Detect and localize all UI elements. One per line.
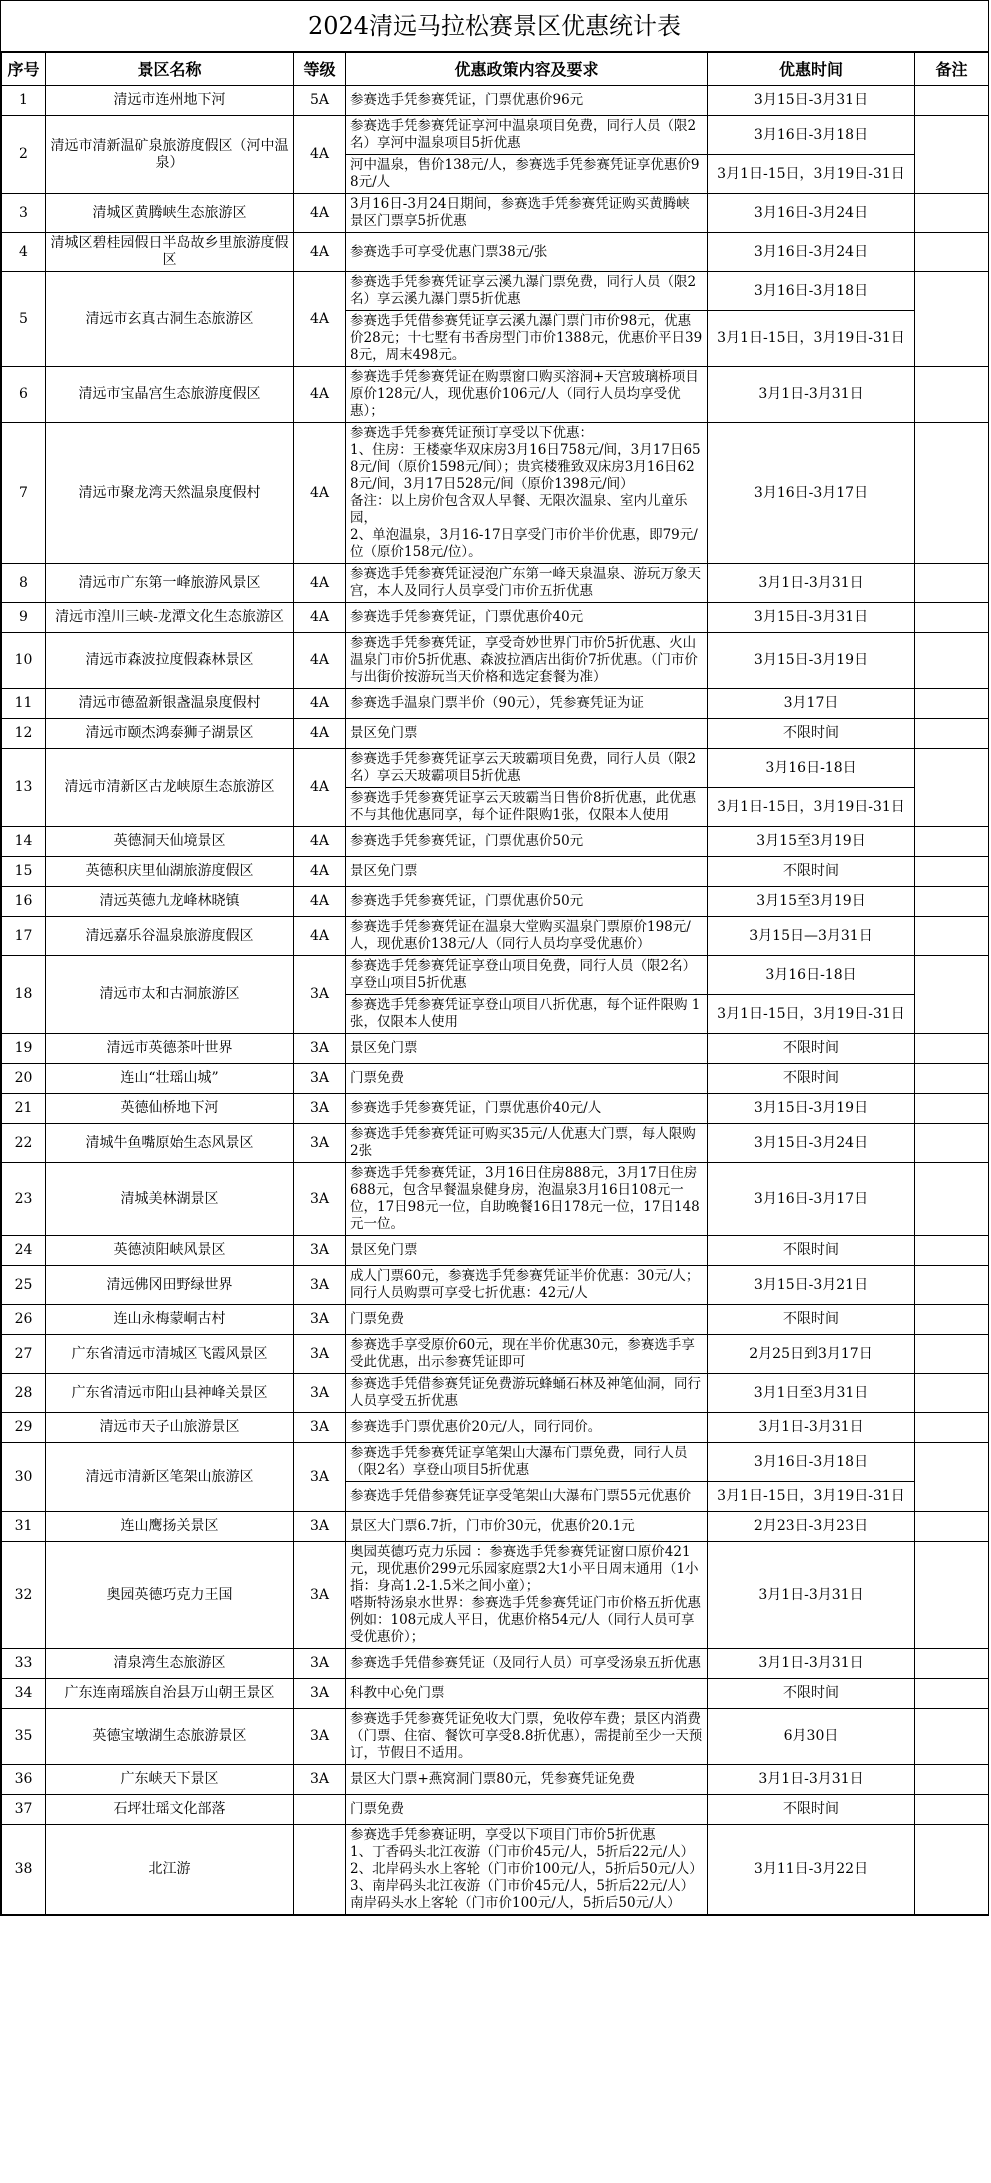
remark-cell [915,1443,989,1512]
scenic-level: 3A [294,1034,346,1064]
scenic-level: 4A [294,272,346,367]
remark-cell [915,423,989,564]
scenic-area-name: 连山永梅蒙峒古村 [46,1305,294,1335]
scenic-level: 4A [294,917,346,956]
table-body [2,86,989,1915]
policy-text: 参赛选手享受原价60元，现在半价优惠30元，参赛选手享受此优惠，出示参赛凭证即可 [346,1335,708,1374]
row-number: 9 [2,603,46,633]
discount-time: 3月1日-15日，3月19日-31日 [708,995,915,1034]
scenic-area-name: 英德宝墩湖生态旅游景区 [46,1709,294,1765]
header-row [2,53,989,86]
row-number: 22 [2,1124,46,1163]
remark-cell [915,1795,989,1825]
remark-cell [915,1266,989,1305]
scenic-area-name: 连山鹰扬关景区 [46,1512,294,1542]
scenic-area-name: 清远市森波拉度假森林景区 [46,633,294,689]
remark-cell [915,1765,989,1795]
row-number: 2 [2,116,46,194]
row-number: 6 [2,367,46,423]
discount-time: 3月1日-15日，3月19日-31日 [708,788,915,827]
discount-time: 3月16日-3月18日 [708,116,915,155]
discount-time: 不限时间 [708,857,915,887]
policy-text: 参赛选手凭参赛凭证享登山项目八折优惠，每个证件限购 1张，仅限本人使用 [346,995,708,1034]
discount-time: 3月11日-3月22日 [708,1825,915,1915]
table-row [2,1443,989,1482]
scenic-level: 4A [294,633,346,689]
row-number: 31 [2,1512,46,1542]
table-row [2,564,989,603]
scenic-level: 4A [294,564,346,603]
row-number: 25 [2,1266,46,1305]
policy-text: 河中温泉，售价138元/人，参赛选手凭参赛凭证享优惠价98元/人 [346,155,708,194]
scenic-level: 3A [294,956,346,1034]
discount-time: 3月1日-15日，3月19日-31日 [708,155,915,194]
scenic-area-name: 北江游 [46,1825,294,1915]
policy-text: 门票免费 [346,1305,708,1335]
header-no: 序号 [2,53,46,86]
remark-cell [915,1335,989,1374]
header-policy: 优惠政策内容及要求 [346,53,708,86]
row-number: 16 [2,887,46,917]
policy-text: 参赛选手凭参赛凭证在温泉大堂购买温泉门票原价198元/人，现优惠价138元/人（同行人员均享受优惠价） [346,917,708,956]
discount-time: 不限时间 [708,719,915,749]
table-row [2,233,989,272]
policy-text: 参赛选手凭参赛凭证享云天玻霸当日售价8折优惠，此优惠不与其他优惠同享，每个证件限购1张，仅限本人使用 [346,788,708,827]
discount-time: 不限时间 [708,1236,915,1266]
discount-time: 不限时间 [708,1679,915,1709]
remark-cell [915,1163,989,1236]
remark-cell [915,719,989,749]
scenic-area-name: 清远市清新区古龙峡原生态旅游区 [46,749,294,827]
table-row [2,1163,989,1236]
remark-cell [915,1825,989,1915]
scenic-level: 3A [294,1064,346,1094]
scenic-level: 4A [294,749,346,827]
discount-time: 3月1日-15日，3月19日-31日 [708,311,915,367]
discount-time: 3月1日-3月31日 [708,564,915,603]
scenic-area-name: 清远市太和古洞旅游区 [46,956,294,1034]
discount-time: 3月15日-3月21日 [708,1266,915,1305]
discount-time: 3月1日-3月31日 [708,367,915,423]
scenic-level: 5A [294,86,346,116]
policy-text: 景区免门票 [346,1236,708,1266]
discount-time: 3月15日-3月19日 [708,1094,915,1124]
scenic-level: 3A [294,1374,346,1413]
row-number: 27 [2,1335,46,1374]
row-number: 17 [2,917,46,956]
scenic-area-name: 奥园英德巧克力王国 [46,1542,294,1649]
table-row [2,1679,989,1709]
scenic-area-name: 清泉湾生态旅游区 [46,1649,294,1679]
row-number: 29 [2,1413,46,1443]
table-row [2,1374,989,1413]
scenic-area-name: 清城区黄腾峡生态旅游区 [46,194,294,233]
policy-text: 参赛选手凭参赛凭证在购票窗口购买溶洞+天宫玻璃桥项目原价128元/人，现优惠价106元/人（同行人员均享受优惠）； [346,367,708,423]
page-title: 2024清远马拉松赛景区优惠统计表 [1,1,988,52]
policy-text: 景区大门票+燕窝洞门票80元，凭参赛凭证免费 [346,1765,708,1795]
row-number: 36 [2,1765,46,1795]
policy-text: 参赛选手凭参赛凭证享登山项目免费，同行人员（限2名）享登山项目5折优惠 [346,956,708,995]
table-row [2,1649,989,1679]
row-number: 28 [2,1374,46,1413]
table-row [2,1266,989,1305]
discount-time: 3月15至3月19日 [708,887,915,917]
discount-time: 3月15至3月19日 [708,827,915,857]
row-number: 33 [2,1649,46,1679]
discount-time: 6月30日 [708,1709,915,1765]
scenic-area-name: 英德仙桥地下河 [46,1094,294,1124]
scenic-level: 4A [294,857,346,887]
scenic-level: 3A [294,1266,346,1305]
table-row [2,1795,989,1825]
row-number: 15 [2,857,46,887]
policy-text: 参赛选手凭参赛凭证，门票优惠价50元 [346,887,708,917]
scenic-area-name: 连山“壮瑶山城” [46,1064,294,1094]
table-row [2,1305,989,1335]
policy-text: 参赛选手凭借参赛凭证（及同行人员）可享受汤泉五折优惠 [346,1649,708,1679]
policy-text: 参赛选手可享受优惠门票38元/张 [346,233,708,272]
scenic-level: 3A [294,1679,346,1709]
discount-time: 3月15日—3月31日 [708,917,915,956]
policy-text: 景区免门票 [346,719,708,749]
scenic-area-name: 清远佛冈田野绿世界 [46,1266,294,1305]
remark-cell [915,1124,989,1163]
policy-text: 参赛选手凭参赛凭证，享受奇妙世界门市价5折优惠、火山温泉门市价5折优惠、森波拉酒店出街价7折优惠。（门市价与出街价按游玩当天价格和选定套餐为准） [346,633,708,689]
discount-time: 3月17日 [708,689,915,719]
discount-time: 3月1日-3月31日 [708,1542,915,1649]
row-number: 10 [2,633,46,689]
remark-cell [915,233,989,272]
remark-cell [915,272,989,367]
table-row [2,603,989,633]
header-name: 景区名称 [46,53,294,86]
scenic-level: 3A [294,1443,346,1512]
policy-text: 参赛选手凭参赛凭证可购买35元/人优惠大门票，每人限购2张 [346,1124,708,1163]
row-number: 11 [2,689,46,719]
scenic-area-name: 清远市广东第一峰旅游风景区 [46,564,294,603]
remark-cell [915,633,989,689]
remark-cell [915,857,989,887]
table-row [2,956,989,995]
table-row [2,1512,989,1542]
scenic-area-name: 清远市湟川三峡-龙潭文化生态旅游区 [46,603,294,633]
table-row [2,1825,989,1915]
remark-cell [915,1034,989,1064]
scenic-level [294,1795,346,1825]
remark-cell [915,1094,989,1124]
row-number: 8 [2,564,46,603]
scenic-area-name: 清远市德盈新银盏温泉度假村 [46,689,294,719]
policy-text: 参赛选手凭参赛凭证享云天玻霸项目免费，同行人员（限2名）享云天玻霸项目5折优惠 [346,749,708,788]
remark-cell [915,1374,989,1413]
row-number: 5 [2,272,46,367]
discount-time: 不限时间 [708,1064,915,1094]
remark-cell [915,367,989,423]
scenic-area-name: 英德洞天仙境景区 [46,827,294,857]
policy-text: 科教中心免门票 [346,1679,708,1709]
row-number: 26 [2,1305,46,1335]
scenic-level: 3A [294,1649,346,1679]
table-row [2,1413,989,1443]
policy-text: 参赛选手凭参赛凭证浸泡广东第一峰天泉温泉、游玩万象天宫，本人及同行人员享受门市价五折优惠 [346,564,708,603]
policy-text: 参赛选手凭参赛凭证免收大门票，免收停车费；景区内消费（门票、住宿、餐饮可享受8.8折优惠），需提前至少一天预订，节假日不适用。 [346,1709,708,1765]
remark-cell [915,1064,989,1094]
scenic-area-name: 清远市颐杰鸿泰狮子湖景区 [46,719,294,749]
discount-time: 3月1日-3月31日 [708,1649,915,1679]
discount-time: 3月16日-3月24日 [708,233,915,272]
policy-text: 参赛选手凭参赛凭证享云溪九瀑门票免费，同行人员（限2名）享云溪九瀑门票5折优惠 [346,272,708,311]
row-number: 4 [2,233,46,272]
row-number: 13 [2,749,46,827]
scenic-area-name: 清远市宝晶宫生态旅游度假区 [46,367,294,423]
policy-text: 成人门票60元，参赛选手凭参赛凭证半价优惠：30元/人；同行人员购票可享受七折优惠：42元/人 [346,1266,708,1305]
discount-time: 2月23日-3月23日 [708,1512,915,1542]
scenic-area-name: 广东省清远市清城区飞霞风景区 [46,1335,294,1374]
scenic-level: 3A [294,1765,346,1795]
scenic-area-name: 英德浈阳峡风景区 [46,1236,294,1266]
scenic-level: 3A [294,1163,346,1236]
table-row [2,719,989,749]
discount-time: 3月16日-3月18日 [708,1443,915,1482]
discount-time: 3月15日-3月19日 [708,633,915,689]
scenic-level: 3A [294,1305,346,1335]
discount-time: 3月1日-3月31日 [708,1765,915,1795]
header-remark: 备注 [915,53,989,86]
scenic-area-name: 清远市玄真古洞生态旅游区 [46,272,294,367]
table-row [2,917,989,956]
table-row [2,1124,989,1163]
remark-cell [915,1236,989,1266]
scenic-level: 4A [294,116,346,194]
policy-text: 参赛选手凭参赛凭证，门票优惠价40元 [346,603,708,633]
remark-cell [915,956,989,1034]
policy-text: 门票免费 [346,1795,708,1825]
table-row [2,689,989,719]
discount-time: 3月1日-3月31日 [708,1413,915,1443]
scenic-level: 4A [294,233,346,272]
policy-text: 景区免门票 [346,1034,708,1064]
scenic-level: 4A [294,367,346,423]
row-number: 1 [2,86,46,116]
row-number: 24 [2,1236,46,1266]
scenic-level: 4A [294,719,346,749]
remark-cell [915,86,989,116]
table-row [2,1335,989,1374]
scenic-area-name: 清远市清新温矿泉旅游度假区（河中温泉） [46,116,294,194]
discount-time: 3月16日-3月17日 [708,1163,915,1236]
table-row [2,1542,989,1649]
remark-cell [915,603,989,633]
row-number: 37 [2,1795,46,1825]
scenic-level: 4A [294,423,346,564]
table-row [2,827,989,857]
policy-text: 参赛选手凭参赛凭证享笔架山大瀑布门票免费，同行人员（限2名）享登山项目5折优惠 [346,1443,708,1482]
scenic-area-name: 清城牛鱼嘴原始生态风景区 [46,1124,294,1163]
scenic-area-name: 清远市英德茶叶世界 [46,1034,294,1064]
policy-text: 参赛选手凭参赛凭证享河中温泉项目免费，同行人员（限2名）享河中温泉项目5折优惠 [346,116,708,155]
table-row [2,272,989,311]
scenic-area-name: 清远英德九龙峰林晓镇 [46,887,294,917]
scenic-level: 4A [294,689,346,719]
row-number: 38 [2,1825,46,1915]
scenic-level: 4A [294,887,346,917]
scenic-level: 3A [294,1335,346,1374]
policy-text: 参赛选手凭参赛凭证预订享受以下优惠： 1、住房：王楼豪华双床房3月16日758元/间，3月17日658元/间（原价1598元/间）；贵宾楼雅致双床房3月16日628元/间，3月17日528元/间（原价1398元/间） 备注：以上房价包含双人早餐、无限次温泉、室内儿童乐园， 2、单泡温泉，3月16-17日享受门市价半价优惠，即79元/位（原价158元/位）。 [346,423,708,564]
discount-time: 3月16日-3月24日 [708,194,915,233]
scenic-area-name: 清城美林湖景区 [46,1163,294,1236]
row-number: 3 [2,194,46,233]
row-number: 32 [2,1542,46,1649]
discount-time: 不限时间 [708,1034,915,1064]
remark-cell [915,827,989,857]
scenic-area-name: 广东省清远市阳山县神峰关景区 [46,1374,294,1413]
policy-text: 参赛选手凭借参赛凭证享云溪九瀑门票门市价98元，优惠价28元；十七墅有书香房型门市价1388元，优惠价平日398元，周末498元。 [346,311,708,367]
row-number: 18 [2,956,46,1034]
discount-time: 3月15日-3月31日 [708,86,915,116]
discount-table [1,52,989,1915]
policy-text: 参赛选手凭参赛凭证，门票优惠价96元 [346,86,708,116]
discount-time: 3月16日-3月17日 [708,423,915,564]
discount-time: 3月1日-15日，3月19日-31日 [708,1482,915,1512]
table-row [2,1034,989,1064]
policy-text: 参赛选手凭参赛凭证，门票优惠价40元/人 [346,1094,708,1124]
remark-cell [915,887,989,917]
scenic-area-name: 清远市天子山旅游景区 [46,1413,294,1443]
scenic-area-name: 广东峡天下景区 [46,1765,294,1795]
remark-cell [915,1512,989,1542]
table-row [2,1765,989,1795]
discount-time: 不限时间 [708,1305,915,1335]
policy-text: 景区大门票6.7折，门市价30元，优惠价20.1元 [346,1512,708,1542]
scenic-area-name: 广东连南瑶族自治县万山朝王景区 [46,1679,294,1709]
discount-time: 3月15日-3月24日 [708,1124,915,1163]
remark-cell [915,1649,989,1679]
header-time: 优惠时间 [708,53,915,86]
scenic-level [294,1825,346,1915]
row-number: 20 [2,1064,46,1094]
table-row [2,1709,989,1765]
table-row [2,194,989,233]
discount-time: 3月15日-3月31日 [708,603,915,633]
scenic-level: 3A [294,1413,346,1443]
scenic-area-name: 英德积庆里仙湖旅游度假区 [46,857,294,887]
remark-cell [915,1542,989,1649]
row-number: 30 [2,1443,46,1512]
remark-cell [915,917,989,956]
discount-time: 3月16日-18日 [708,749,915,788]
table-row [2,857,989,887]
remark-cell [915,1709,989,1765]
remark-cell [915,749,989,827]
scenic-level: 4A [294,827,346,857]
table-row [2,633,989,689]
scenic-area-name: 石坪壮瑶文化部落 [46,1795,294,1825]
scenic-area-name: 清远市清新区笔架山旅游区 [46,1443,294,1512]
discount-time: 2月25日到3月17日 [708,1335,915,1374]
policy-text: 参赛选手凭参赛凭证，门票优惠价50元 [346,827,708,857]
policy-text: 奥园英德巧克力乐园 ：参赛选手凭参赛凭证窗口原价421元，现优惠价299元乐园家庭票2大1小平日周末通用（1小指：身高1.2-1.5米之间小童）； 嗒斯特汤泉水世界：参赛选手凭参赛凭证门市价格五折优惠例如：108元成人平日，优惠价格54元/人（同行人员可享受优惠价）； [346,1542,708,1649]
table-row [2,749,989,788]
policy-text: 参赛选手凭借参赛凭证享受笔架山大瀑布门票55元优惠价 [346,1482,708,1512]
policy-text: 参赛选手温泉门票半价（90元），凭参赛凭证为证 [346,689,708,719]
table-row [2,1094,989,1124]
scenic-area-name: 清城区碧桂园假日半岛故乡里旅游度假区 [46,233,294,272]
scenic-level: 4A [294,603,346,633]
row-number: 34 [2,1679,46,1709]
scenic-level: 3A [294,1236,346,1266]
remark-cell [915,1679,989,1709]
table-row [2,86,989,116]
table-row [2,1064,989,1094]
remark-cell [915,194,989,233]
scenic-level: 3A [294,1542,346,1649]
policy-text: 参赛选手凭参赛证明，享受以下项目门市价5折优惠 1、丁香码头北江夜游（门市价45元/人，5折后22元/人）2、北岸码头水上客轮（门市价100元/人，5折后50元/人）3、南岸码头北江夜游（门市价45元/人，5折后22元/人） 南岸码头水上客轮（门市价100元/人，5折后50元/人） [346,1825,708,1915]
scenic-area-name: 清远市聚龙湾天然温泉度假村 [46,423,294,564]
scenic-area-name: 清远市连州地下河 [46,86,294,116]
table-row [2,367,989,423]
row-number: 12 [2,719,46,749]
row-number: 7 [2,423,46,564]
policy-text: 参赛选手门票优惠价20元/人，同行同价。 [346,1413,708,1443]
row-number: 23 [2,1163,46,1236]
remark-cell [915,1413,989,1443]
policy-text: 参赛选手凭借参赛凭证免费游玩蜂蛹石林及神笔仙洞，同行人员享受五折优惠 [346,1374,708,1413]
discount-time: 3月1日至3月31日 [708,1374,915,1413]
remark-cell [915,116,989,194]
scenic-level: 4A [294,194,346,233]
discount-time: 不限时间 [708,1795,915,1825]
policy-text: 3月16日-3月24日期间，参赛选手凭参赛凭证购买黄腾峡景区门票享5折优惠 [346,194,708,233]
remark-cell [915,689,989,719]
scenic-level: 3A [294,1709,346,1765]
scenic-level: 3A [294,1094,346,1124]
policy-text: 参赛选手凭参赛凭证，3月16日住房888元，3月17日住房688元，包含早餐温泉健身房，泡温泉3月16日108元一位，17日98元一位，自助晚餐16日178元一位，17日148元一位。 [346,1163,708,1236]
scenic-level: 3A [294,1512,346,1542]
table-row [2,1236,989,1266]
scenic-level: 3A [294,1124,346,1163]
row-number: 21 [2,1094,46,1124]
scenic-area-name: 清远嘉乐谷温泉旅游度假区 [46,917,294,956]
discount-time: 3月16日-3月18日 [708,272,915,311]
remark-cell [915,1305,989,1335]
policy-text: 门票免费 [346,1064,708,1094]
policy-text: 景区免门票 [346,857,708,887]
row-number: 19 [2,1034,46,1064]
header-level: 等级 [294,53,346,86]
discount-time: 3月16日-18日 [708,956,915,995]
table-row [2,116,989,155]
remark-cell [915,564,989,603]
table-row [2,887,989,917]
row-number: 14 [2,827,46,857]
row-number: 35 [2,1709,46,1765]
table-row [2,423,989,564]
